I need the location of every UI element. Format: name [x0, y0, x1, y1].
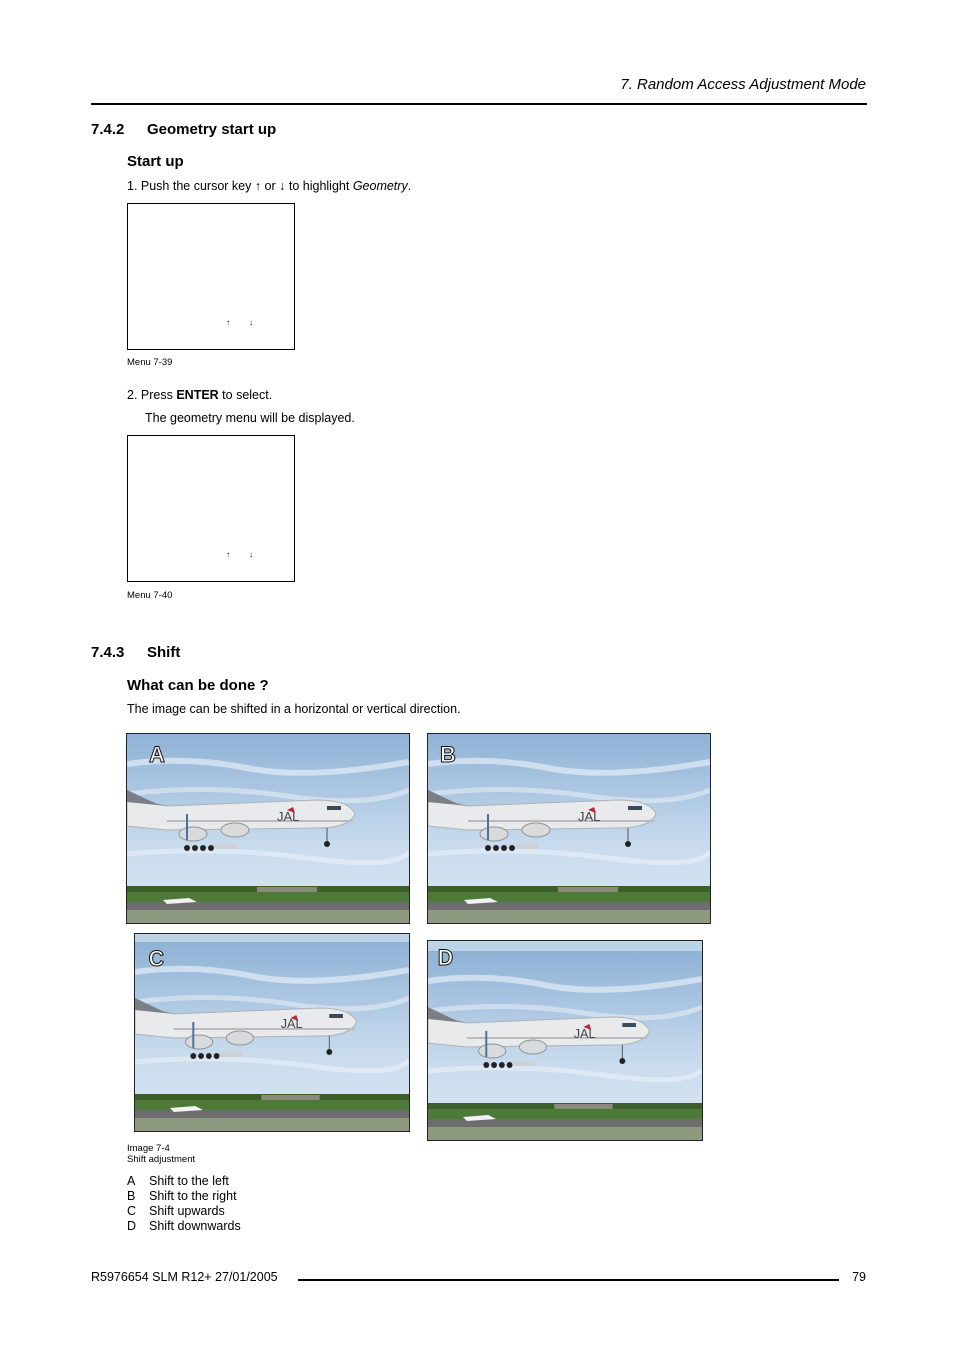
shift-intro: The image can be shifted in a horizontal or vertical direction.	[127, 702, 461, 716]
image-caption-number: Image 7-4	[127, 1143, 170, 1154]
step-2-note: The geometry menu will be displayed.	[145, 411, 355, 425]
tail-logo: JAL	[573, 1025, 596, 1042]
airplane-photo-a	[127, 734, 409, 923]
subheading-what-can-be-done: What can be done ?	[127, 677, 269, 694]
page-number: 79	[852, 1270, 866, 1284]
airplane-photo-b	[428, 734, 710, 923]
legend-item	[127, 1219, 241, 1234]
legend-key: A	[127, 1174, 136, 1188]
legend-item	[127, 1174, 241, 1189]
legend-item	[127, 1204, 241, 1219]
shift-panel-a	[126, 733, 410, 924]
legend-key: C	[127, 1204, 137, 1218]
legend-text: Shift to the right	[149, 1189, 237, 1203]
header-rule	[91, 103, 867, 105]
step-1-end: .	[407, 179, 412, 193]
shift-panel-b	[427, 733, 711, 924]
panel-letter: D	[437, 944, 454, 971]
image-caption-title: Shift adjustment	[127, 1154, 196, 1165]
section-title: Shift	[147, 644, 181, 661]
tail-logo: JAL	[277, 809, 300, 824]
legend-text: Shift upwards	[149, 1204, 225, 1218]
footer-doc-id: R5976654 SLM R12+ 27/01/2005	[91, 1270, 278, 1284]
airplane-photo-c	[135, 934, 409, 1131]
menu-caption-39: Menu 7-39	[127, 357, 173, 368]
section-number: 7.4.3	[91, 644, 125, 661]
up-arrow-icon: ↑	[226, 550, 230, 559]
menu-7-39-box	[127, 203, 295, 350]
step-2-key: ENTER	[176, 388, 219, 402]
subheading-start-up: Start up	[127, 153, 184, 170]
menu-7-40-box	[127, 435, 295, 582]
legend-text: Shift downwards	[149, 1219, 241, 1233]
step-2-end: to select.	[218, 388, 273, 402]
step-2-text: 2. Press	[127, 388, 177, 402]
shift-panel-c	[134, 933, 410, 1132]
legend-list	[127, 1174, 241, 1234]
panel-letter: A	[149, 742, 165, 767]
legend-key: D	[127, 1219, 137, 1233]
legend-key: B	[127, 1189, 136, 1203]
down-arrow-icon: ↓	[249, 318, 253, 327]
airplane-photo-d	[428, 941, 702, 1140]
shift-panel-d	[427, 940, 703, 1141]
section-number: 7.4.2	[91, 121, 125, 138]
step-2	[127, 388, 272, 402]
tail-logo: JAL	[578, 809, 601, 824]
tail-logo: JAL	[280, 1015, 303, 1032]
panel-letter: B	[440, 742, 456, 767]
panel-letter: C	[148, 945, 165, 972]
section-title: Geometry start up	[147, 121, 277, 138]
step-1-emphasis: Geometry	[352, 179, 408, 193]
step-1-text: 1. Push the cursor key ↑ or ↓ to highlight	[127, 179, 353, 193]
legend-text: Shift to the left	[149, 1174, 229, 1188]
chapter-header: 7. Random Access Adjustment Mode	[620, 76, 866, 93]
menu-caption-40: Menu 7-40	[127, 590, 173, 601]
footer-rule	[298, 1279, 839, 1281]
section-heading-742	[91, 121, 276, 138]
step-1	[127, 179, 411, 193]
section-heading-743	[91, 644, 180, 661]
down-arrow-icon: ↓	[249, 550, 253, 559]
up-arrow-icon: ↑	[226, 318, 230, 327]
legend-item	[127, 1189, 241, 1204]
